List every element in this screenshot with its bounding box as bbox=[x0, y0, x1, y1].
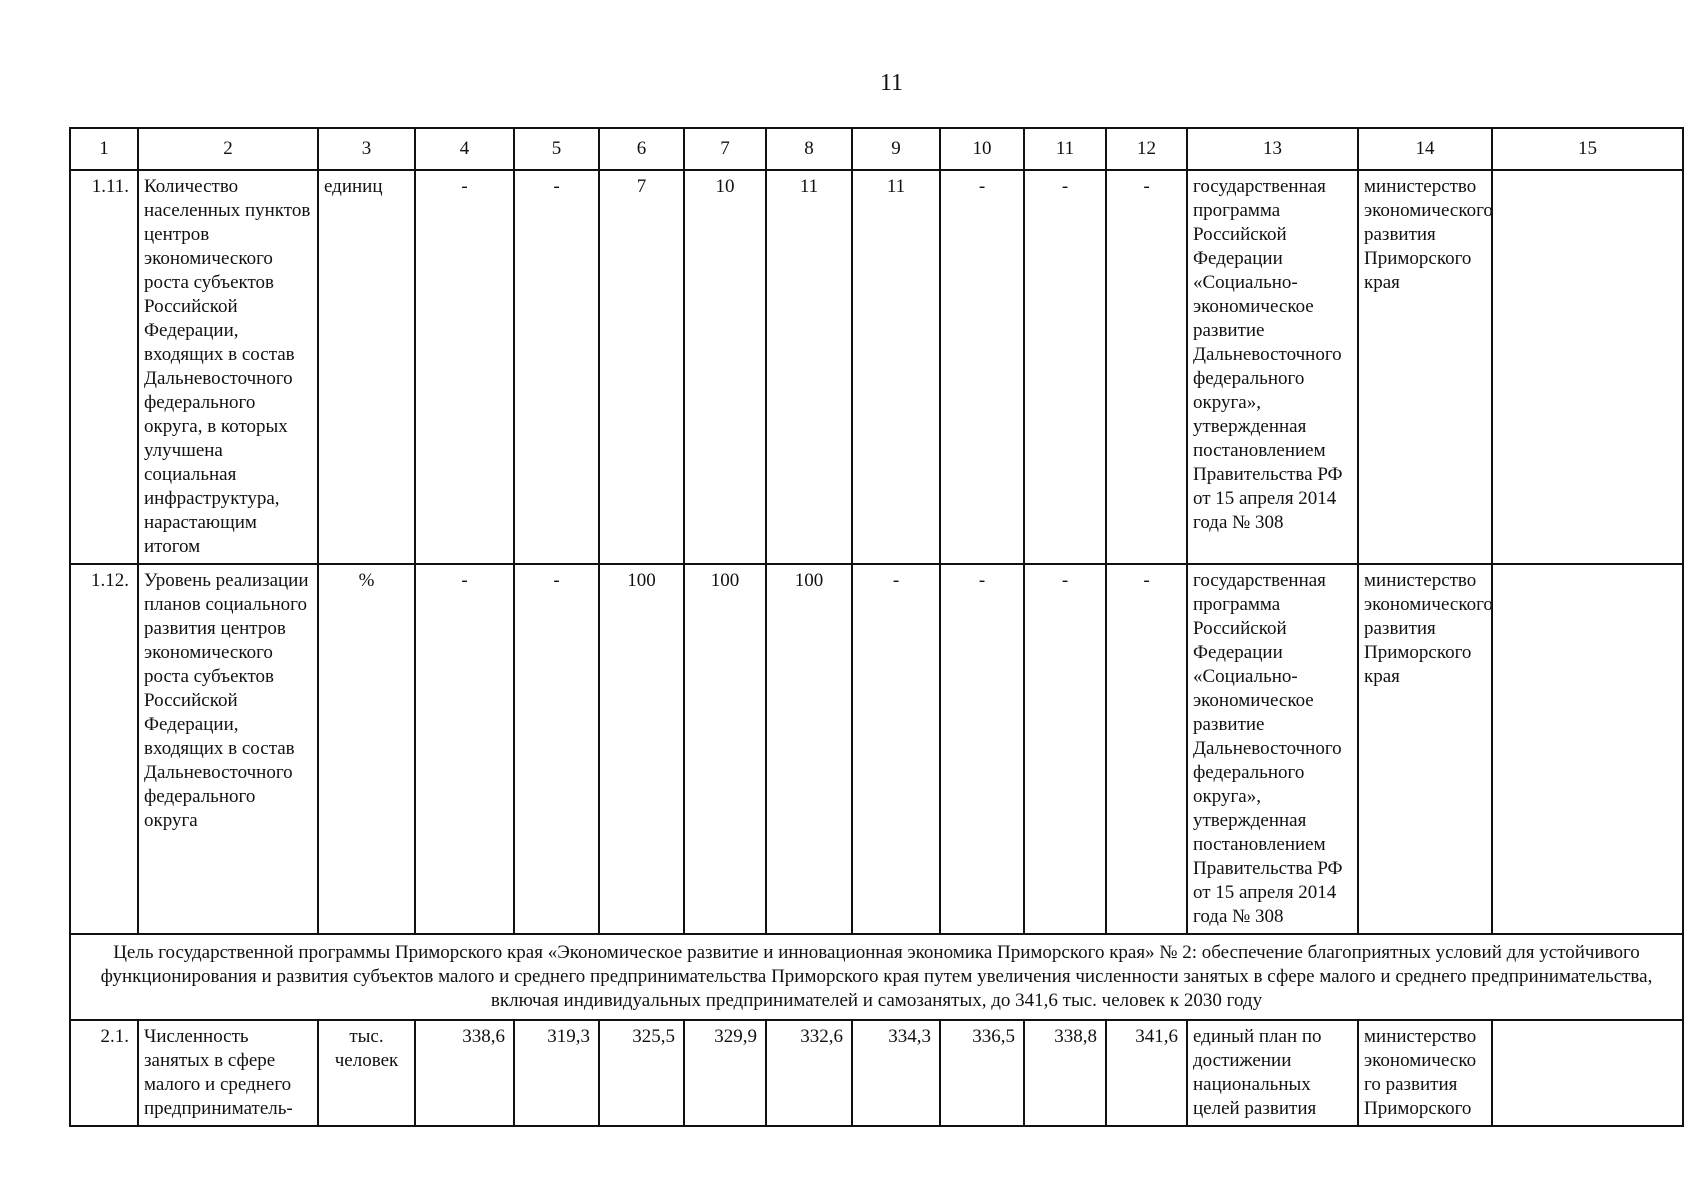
program-goal: Цель государственной программы Приморского края «Экономическое развитие и инновационная экономика Приморского края» № 2: обеспечение благоприятных условий для устойчивого функционирования и развития субъектов малого и среднего предпринимательства Приморского края путем увеличения численности занятых в сфере малого и среднего предпринимательства, включая индивидуальных предпринимателей и самозанятых, до 341,6 тыс. человек к 2030 году bbox=[70, 934, 1683, 1020]
unit: единиц bbox=[318, 170, 415, 564]
value-cell: 7 bbox=[599, 170, 684, 564]
value-cell: - bbox=[415, 564, 514, 934]
value-cell: 100 bbox=[766, 564, 852, 934]
column-header: 9 bbox=[852, 128, 940, 170]
value-cell: - bbox=[514, 170, 599, 564]
value-cell: 325,5 bbox=[599, 1020, 684, 1126]
column-header: 14 bbox=[1358, 128, 1492, 170]
column-header: 10 bbox=[940, 128, 1024, 170]
value-cell: 100 bbox=[599, 564, 684, 934]
row-number: 1.12. bbox=[70, 564, 138, 934]
indicators-table bbox=[69, 127, 1684, 1127]
unit: тыс. человек bbox=[318, 1020, 415, 1126]
value-cell: 329,9 bbox=[684, 1020, 766, 1126]
value-cell: 319,3 bbox=[514, 1020, 599, 1126]
table-row bbox=[70, 564, 1683, 934]
value-cell: - bbox=[514, 564, 599, 934]
column-header: 1 bbox=[70, 128, 138, 170]
value-cell: - bbox=[1024, 170, 1106, 564]
value-cell: 341,6 bbox=[1106, 1020, 1187, 1126]
column-header: 2 bbox=[138, 128, 318, 170]
table-row bbox=[70, 1020, 1683, 1126]
value-cell: - bbox=[852, 564, 940, 934]
column-15-cell bbox=[1492, 1020, 1683, 1126]
column-header: 3 bbox=[318, 128, 415, 170]
value-cell: 338,8 bbox=[1024, 1020, 1106, 1126]
column-header: 5 bbox=[514, 128, 599, 170]
column-header: 11 bbox=[1024, 128, 1106, 170]
column-header: 6 bbox=[599, 128, 684, 170]
value-cell: - bbox=[1106, 170, 1187, 564]
row-number: 2.1. bbox=[70, 1020, 138, 1126]
value-cell: - bbox=[1106, 564, 1187, 934]
column-15-cell bbox=[1492, 564, 1683, 934]
responsible-body: министерство экономического развития Приморского края bbox=[1358, 170, 1492, 564]
value-cell: - bbox=[940, 170, 1024, 564]
column-header: 8 bbox=[766, 128, 852, 170]
table-row bbox=[70, 170, 1683, 564]
value-cell: 338,6 bbox=[415, 1020, 514, 1126]
responsible-body: министерство экономическо го развития Приморского bbox=[1358, 1020, 1492, 1126]
unit: % bbox=[318, 564, 415, 934]
value-cell: 336,5 bbox=[940, 1020, 1024, 1126]
column-header: 15 bbox=[1492, 128, 1683, 170]
column-number-row bbox=[70, 128, 1683, 170]
value-cell: 11 bbox=[852, 170, 940, 564]
indicator-name: Уровень реализации планов социального развития центров экономического роста субъектов Российской Федерации, входящих в состав Дальневосточного федерального округа bbox=[138, 564, 318, 934]
value-cell: - bbox=[1024, 564, 1106, 934]
value-cell: - bbox=[415, 170, 514, 564]
value-cell: 100 bbox=[684, 564, 766, 934]
value-cell: 332,6 bbox=[766, 1020, 852, 1126]
source-document: государственная программа Российской Федерации «Социально-экономическое развитие Дальневосточного федерального округа», утвержденная постановлением Правительства РФ от 15 апреля 2014 года № 308 bbox=[1187, 170, 1358, 564]
source-document: государственная программа Российской Федерации «Социально-экономическое развитие Дальневосточного федерального округа», утвержденная постановлением Правительства РФ от 15 апреля 2014 года № 308 bbox=[1187, 564, 1358, 934]
page-number: 11 bbox=[879, 70, 904, 96]
indicator-name: Количество населенных пунктов центров экономического роста субъектов Российской Федерации, входящих в состав Дальневосточного федерального округа, в которых улучшена социальная инфраструктура, нарастающим итогом bbox=[138, 170, 318, 564]
value-cell: 334,3 bbox=[852, 1020, 940, 1126]
column-15-cell bbox=[1492, 170, 1683, 564]
indicator-name: Численность занятых в сфере малого и среднего предприниматель- bbox=[138, 1020, 318, 1126]
column-header: 7 bbox=[684, 128, 766, 170]
row-number: 1.11. bbox=[70, 170, 138, 564]
goal-row bbox=[70, 934, 1683, 1020]
source-document: единый план по достижении национальных целей развития bbox=[1187, 1020, 1358, 1126]
value-cell: - bbox=[940, 564, 1024, 934]
value-cell: 11 bbox=[766, 170, 852, 564]
responsible-body: министерство экономического развития Приморского края bbox=[1358, 564, 1492, 934]
value-cell: 10 bbox=[684, 170, 766, 564]
column-header: 4 bbox=[415, 128, 514, 170]
column-header: 13 bbox=[1187, 128, 1358, 170]
column-header: 12 bbox=[1106, 128, 1187, 170]
